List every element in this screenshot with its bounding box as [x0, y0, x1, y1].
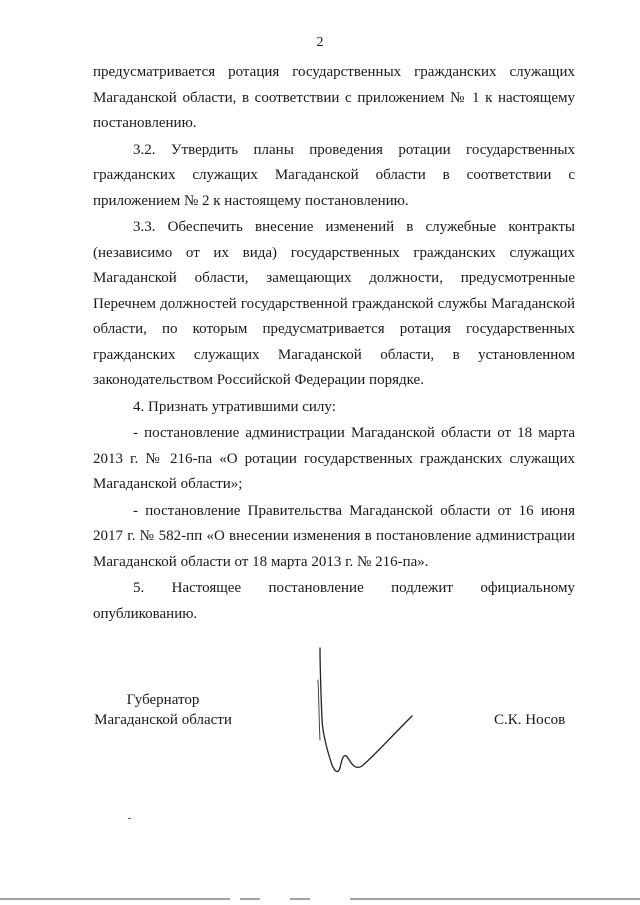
page-bottom-edge	[0, 898, 640, 901]
signatory-position: Губернатор	[126, 692, 200, 708]
paragraph-3-2: 3.2. Утвердить планы проведения ротации государственных гражданских служащих Магаданской области в соответствии с приложением № 2 к настоящему постановлению.	[93, 141, 575, 209]
paragraph-3-3: 3.3. Обеспечить внесение изменений в служебные контракты (независимо от их вида) государственных гражданских служащих Магаданской области, замещающих должности, предусмотренные Перечнем должностей государственной гражданской службы Магаданской области, по которым предусматривается ротация государственных гражданских служащих Магаданской области, в установленном законодательством Российской Федерации порядке.	[93, 219, 575, 388]
signatory-title	[88, 690, 238, 730]
paragraph-5: 5. Настоящее постановление подлежит официальному опубликованию.	[93, 580, 575, 622]
scan-artifact	[128, 818, 131, 819]
paragraph-4: 4. Признать утратившими силу:	[133, 398, 336, 415]
signatory-name: С.К. Носов	[494, 712, 566, 728]
document-body	[93, 60, 575, 627]
paragraph-4-item-2: - постановление Правительства Магаданской области от 16 июня 2017 г. № 582-пп «О внесении изменения в постановление администрации Магаданской области от 18 марта 2013 г. № 216-па».	[93, 502, 575, 570]
handwritten-signature	[300, 640, 430, 780]
signatory-region: Магаданской области	[94, 712, 232, 728]
page-number: 2	[316, 35, 324, 50]
paragraph-continuation: предусматривается ротация государственных гражданских служащих Магаданской области, в соответствии с приложением № 1 к настоящему постановлению.	[93, 64, 575, 131]
paragraph-4-item-1: - постановление администрации Магаданской области от 18 марта 2013 г. № 216-па «О ротации государственных гражданских служащих Магаданской области»;	[93, 425, 575, 492]
